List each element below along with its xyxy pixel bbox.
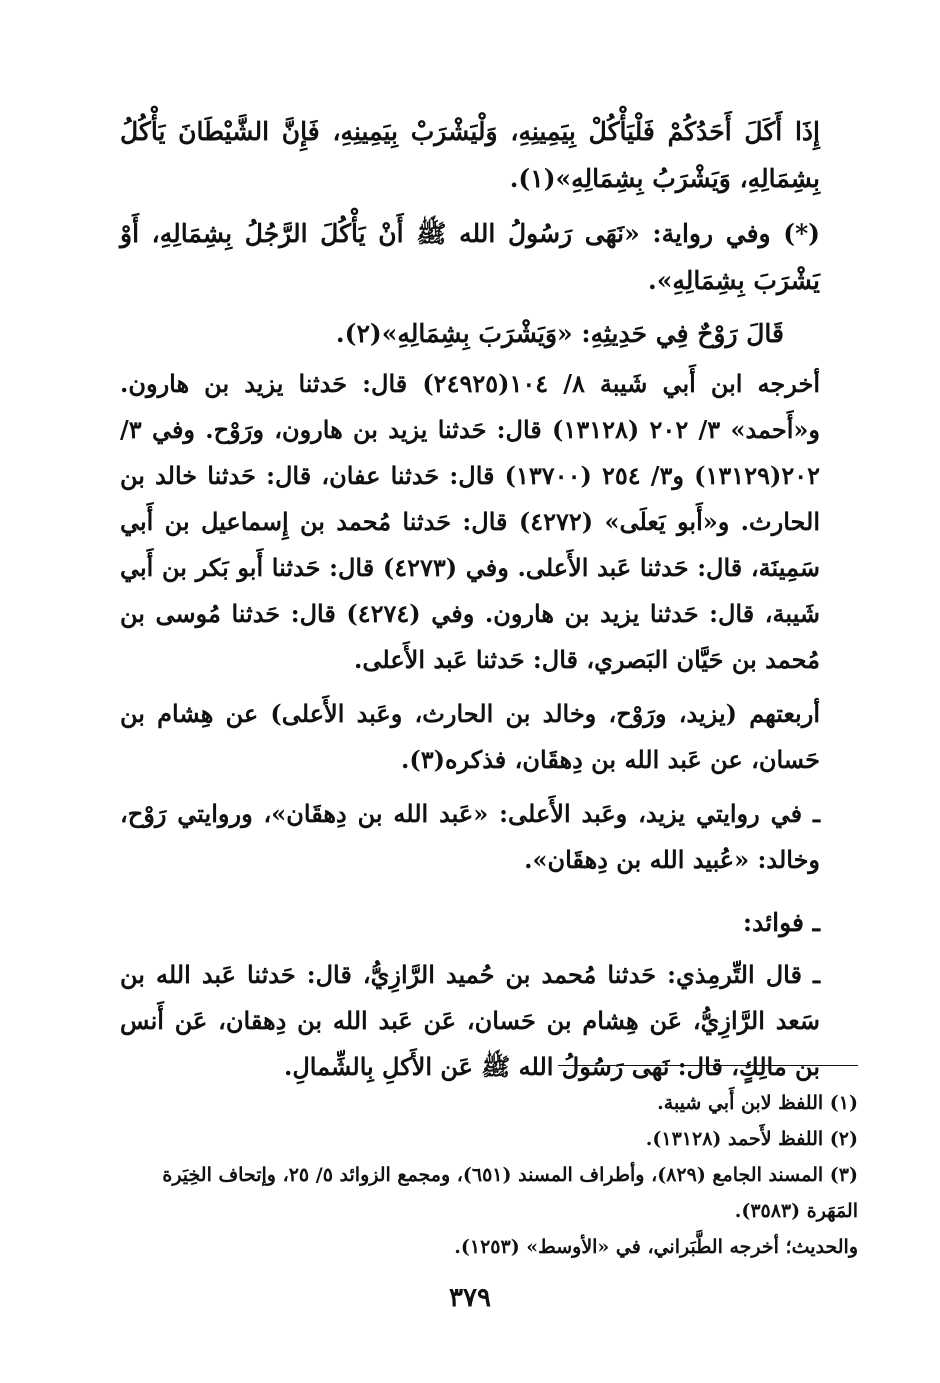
hadith-text: إِذَا أَكَلَ أَحَدُكُمْ فَلْيَأْكُلْ بِيَمِينِهِ، وَلْيَشْرَبْ بِيَمِينِهِ، فَإِنَّ الشَّيْطَانَ يَأْكُلُ بِشِمَالِهِ، وَيَشْرَبُ بِشِمَالِهِ»(١). <box>120 117 820 193</box>
fawaid-paragraph: ـ قال التِّرمِذي: حَدثنا مُحمد بن حُميد الرَّازِيُّ، قال: حَدثنا عَبد الله بن سَعد الرَّازِيُّ، عَن هِشام بن حَسان، عَن عَبد الله بن دِهقان، عَن أَنس بن مالِكٍ، قال: نَهى رَسُولُ الله ﷺ عَن الأَكلِ بِالشِّمالِ. <box>120 960 820 1081</box>
footnote-1: (١) اللفظ لابن أَبي شيبة. <box>657 1092 858 1114</box>
variant-note-paragraph: ـ في روايتي يزيد، وعَبد الأَعلى: «عَبد الله بن دِهقَان»، وروايتي رَوْح، وخالد: «عُبيد الله بن دِهقَان». <box>120 799 820 874</box>
rawh-note: قَالَ رَوْحٌ فِي حَدِيثِهِ: «وَيَشْرَبَ بِشِمَالِهِ»(٢). <box>335 319 784 348</box>
chain-summary-paragraph: أربعتهم (يزيد، ورَوْح، وخالد بن الحارث، وعَبد الأَعلى) عن هِشام بن حَسان، عن عَبد الله بن دِهقَان، فذكره(٣). <box>120 699 820 774</box>
footnotes-block <box>118 1085 858 1265</box>
footnote-separator <box>558 1065 858 1066</box>
riwaya-paragraph: (*) وفي رواية: «نَهَى رَسُولُ الله ﷺ أَنْ يَأْكُلَ الرَّجُلُ بِشِمَالِهِ، أَوْ يَشْرَبَ بِشِمَالِهِ». <box>120 219 820 295</box>
footnote-3: (٣) المسند الجامع (٨٢٩)، وأطراف المسند (٦٥١)، ومجمع الزوائد ٥/ ٢٥، وإتحاف الخِيَرة المَهَرة (٣٥٨٣). <box>162 1164 858 1222</box>
footnote-extra: والحديث؛ أخرجه الطَّبَراني، في «الأوسط» (١٢٥٣). <box>454 1236 858 1258</box>
takhrij-paragraph: أخرجه ابن أَبي شَيبة ٨/ ١٠٤(٢٤٩٢٥) قال: حَدثنا يزيد بن هارون. و«أَحمد» ٣/ ٢٠٢ (١٣١٢٨) قال: حَدثنا يزيد بن هارون، ورَوْح. وفي ٣/ ٢٠٢(١٣١٢٩) و٣/ ٢٥٤ (١٣٧٠٠) قال: حَدثنا عفان، قال: حَدثنا خالد بن الحارث. و«أَبو يَعلَى» (٤٢٧٢) قال: حَدثنا مُحمد بن إِسماعيل بن أَبي سَمِينَة، قال: حَدثنا عَبد الأَعلى. وفي (٤٢٧٣) قال: حَدثنا أَبو بَكر بن أَبي شَيبة، قال: حَدثنا يزيد بن هارون. وفي (٤٢٧٤) قال: حَدثنا مُوسى بن مُحمد بن حَيَّان البَصري، قال: حَدثنا عَبد الأَعلى. <box>120 369 821 674</box>
fawaid-heading: ـ فوائد: <box>742 908 820 937</box>
footnote-2: (٢) اللفظ لأَحمد (١٣١٢٨). <box>645 1128 858 1150</box>
page-number: ٣٧٩ <box>449 1283 491 1313</box>
